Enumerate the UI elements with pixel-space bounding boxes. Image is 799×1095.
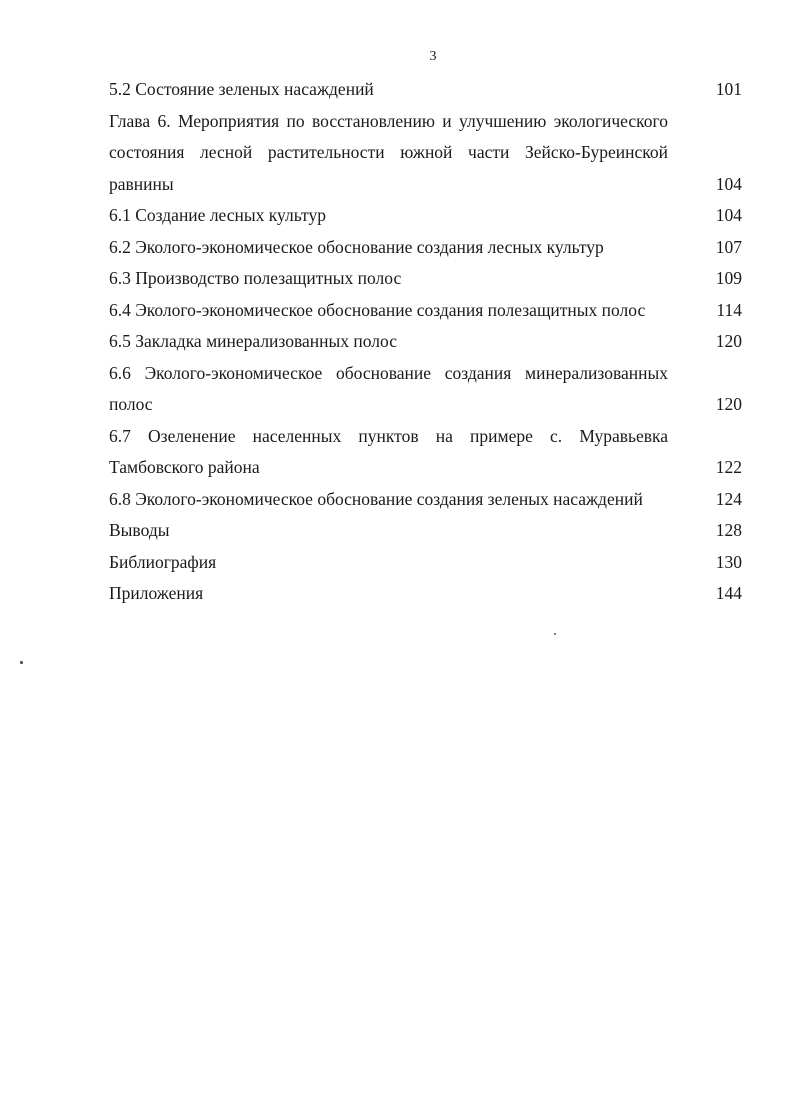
toc-entry-page: 130 — [715, 551, 742, 572]
table-of-contents — [109, 74, 742, 610]
toc-entry — [109, 200, 742, 232]
scan-speck — [20, 661, 23, 664]
toc-entry — [109, 358, 742, 421]
toc-entry-page: 120 — [715, 394, 742, 414]
toc-entry-page: 124 — [715, 488, 742, 509]
toc-entry — [109, 74, 742, 106]
toc-entry-page: 107 — [715, 236, 742, 257]
toc-entry — [109, 547, 742, 579]
toc-entry — [109, 326, 742, 358]
scan-speck — [554, 633, 556, 635]
toc-entry-title: 6.7 Озеленение населенных пунктов на примере с. Муравьевка Тамбовского района — [109, 425, 668, 477]
toc-entry-page: 122 — [715, 457, 742, 477]
toc-entry-title: 5.2 Состояние зеленых насаждений — [109, 79, 374, 99]
toc-entry-title: Приложения — [109, 583, 204, 603]
toc-entry — [109, 106, 742, 201]
toc-entry-page: 128 — [715, 520, 742, 540]
toc-entry-page: 144 — [715, 583, 742, 603]
toc-entry-title: 6.6 Эколого-экономическое обоснование создания минерализованных полос — [109, 362, 668, 414]
toc-entry-page: 109 — [715, 268, 742, 288]
toc-entry-title: 6.1 Создание лесных культур — [109, 205, 326, 225]
toc-entry-title: 6.4 Эколого-экономическое обоснование создания полезащитных полос — [109, 299, 646, 320]
toc-entry-title: 6.3 Производство полезащитных полос — [109, 268, 402, 288]
toc-entry-title: Глава 6. Мероприятия по восстановлению и улучшению экологического состояния лесной растительности южной части Зейско-Буреинской равнины — [109, 110, 668, 194]
toc-entry — [109, 484, 742, 516]
toc-entry — [109, 232, 742, 264]
toc-entry — [109, 263, 742, 295]
toc-entry — [109, 421, 742, 484]
toc-entry-page: 114 — [716, 299, 742, 320]
toc-entry-title: 6.2 Эколого-экономическое обоснование создания лесных культур — [109, 236, 604, 257]
toc-entry-title: 6.8 Эколого-экономическое обоснование создания зеленых насаждений — [109, 488, 643, 509]
toc-entry-page: 104 — [715, 173, 742, 194]
toc-entry — [109, 295, 742, 327]
toc-entry-page: 104 — [715, 205, 742, 225]
page-number: 3 — [429, 49, 437, 64]
toc-entry-page: 120 — [715, 331, 742, 351]
toc-entry-title: 6.5 Закладка минерализованных полос — [109, 331, 397, 351]
toc-entry-title: Библиография — [109, 551, 217, 572]
toc-entry — [109, 578, 742, 610]
toc-entry — [109, 515, 742, 547]
toc-entry-page: 101 — [715, 79, 742, 99]
toc-entry-title: Выводы — [109, 520, 170, 540]
